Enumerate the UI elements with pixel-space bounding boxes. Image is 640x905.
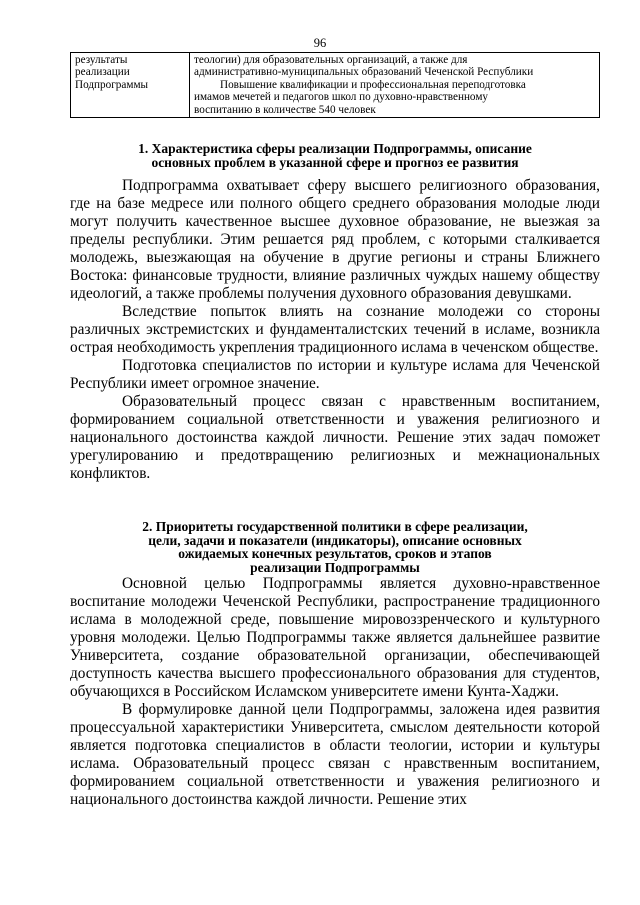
value-line: воспитанию в количестве 540 человек — [194, 103, 376, 116]
label-line: реализации — [75, 66, 130, 79]
value-line: Повышение квалификации и профессиональная переподготовка — [220, 78, 526, 91]
results-table — [70, 52, 600, 118]
table-row — [71, 53, 600, 118]
heading-line: 1. Характеристика сферы реализации Подпрограммы, описание — [138, 141, 532, 156]
paragraph: Подпрограмма охватывает сферу высшего религиозного образования, где на базе медресе или полного общего среднего образования молодые люди могут получить качественное высшее духовное образование, не выезжая за пределы республики. Этим решается ряд проблем, с которыми сталкивается молодежь, выезжающая на обучение в другие регионы и страны Ближнего Востока: финансовые трудности, влияние различных чуждых нашему обществу идеологий, а также проблемы получения духовного образования девушками. — [70, 177, 600, 302]
heading-line: цели, задачи и показатели (индикаторы), описание основных — [148, 532, 522, 548]
section-2-body — [70, 575, 600, 809]
paragraph: Основной целью Подпрограммы является духовно-нравственное воспитание молодежи Чеченской Республики, распространение традиционного ислама в молодежной среде, повышение мировоззренческого и культурного уровня молодежи. Целью Подпрограммы также является дальнейшее развитие Университета, создание образовательной организации, обеспечивающей доступность качества высшего профессионального образования для студентов, обучающихся в Российском Исламском университете имени Кунта-Хаджи. — [70, 575, 600, 700]
label-line: Подпрограммы — [75, 78, 149, 91]
page-number: 96 — [313, 36, 327, 50]
paragraph: В формулировке данной цели Подпрограммы, заложена идея развития процессуальной характеристики Университета, смыслом деятельности которой является подготовка специалистов в области теологии, истории и культуры ислама. Образовательный процесс связан с нравственным воспитанием, формированием социальной ответственности и уважения религиозного и национального достоинства каждой личности. Решение этих — [70, 701, 600, 808]
results-label-cell — [71, 53, 190, 118]
value-line: административно-муниципальных образований Чеченской Республики — [194, 66, 534, 79]
paragraph: Подготовка специалистов по истории и культуре ислама для Чеченской Республики имеет огромное значение. — [70, 357, 600, 392]
value-line: теологии) для образовательных организаций, а также для — [194, 54, 468, 66]
results-value-cell — [190, 53, 600, 118]
section-1-body — [70, 177, 600, 483]
heading-line: основных проблем в указанной сфере и прогноз ее развития — [151, 154, 519, 170]
heading-line: реализации Подпрограммы — [250, 559, 420, 575]
heading-line: ожидаемых конечных результатов, сроков и этапов — [178, 546, 492, 561]
label-line: результаты — [75, 54, 128, 66]
paragraph: Образовательный процесс связан с нравственным воспитанием, формированием социальной ответственности и уважения религиозного и национального достоинства каждой личности. Решение этих задач поможет урегулированию и предотвращению религиозных и межнациональных конфликтов. — [70, 393, 600, 482]
section-2-heading — [70, 520, 600, 574]
heading-line: 2. Приоритеты государственной политики в сфере реализации, — [142, 519, 528, 534]
section-1-heading — [70, 142, 600, 169]
value-line: имамов мечетей и педагогов школ по духовно-нравственному — [194, 91, 488, 104]
paragraph: Вследствие попыток влиять на сознание молодежи со стороны различных экстремистских и фундаменталистских течений в исламе, возникла острая необходимость укрепления традиционного ислама в чеченском обществе. — [70, 303, 600, 356]
